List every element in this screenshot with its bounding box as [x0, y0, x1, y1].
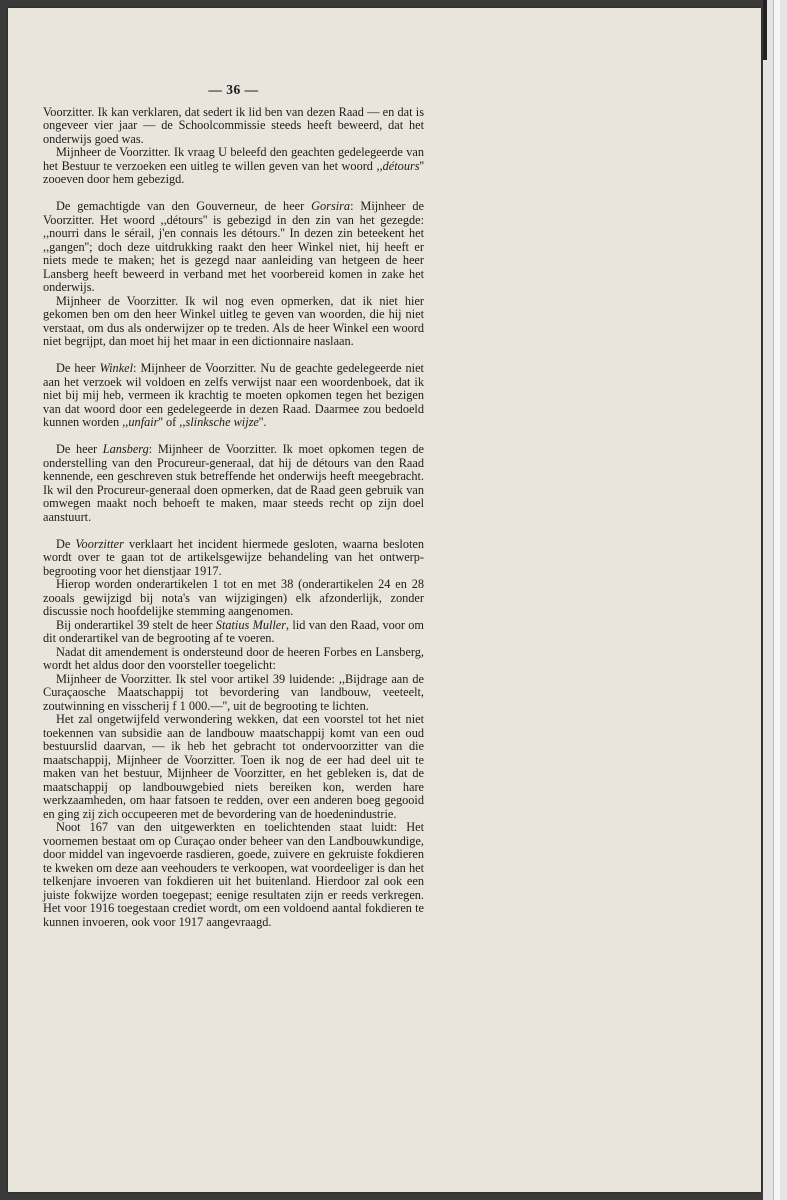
italic-text: Lansberg	[102, 442, 149, 456]
text-run: Bij onderartikel 39 stelt de heer	[56, 617, 216, 632]
paragraph-p12	[43, 713, 424, 821]
italic-text: slinksche wijze	[185, 415, 259, 429]
text-run: '' of ,,	[158, 415, 186, 429]
text-run: Voorzitter. Ik kan verklaren, dat sedert ik lid ben van dezen Raad — en dat is ongeveer vier jaar — de Schoolcommissie steeds heeft beweerd, dat het onderwijs goed was.	[43, 104, 424, 146]
text-run: Mijnheer de Voorzitter. Ik wil nog even opmerken, dat ik niet hier gekomen ben om den heer Winkel uitleg te geven van woorden, die hij niet verstaat, om dus als onderwijzer op te treden. Als de heer Winkel een woord niet begrijpt, dan moet hij het maar in een dictionnaire naslaan.	[43, 293, 424, 348]
paragraph-p7	[43, 538, 424, 579]
paragraph-p9	[43, 619, 424, 646]
text-run: , lid van den Raad, voor om dit onderartikel van de begrooting af te voeren.	[43, 617, 424, 645]
page-number: — 36 —	[208, 82, 259, 97]
scrollbar-thumb[interactable]	[773, 0, 780, 1200]
scan-edge	[763, 0, 767, 60]
text-run: '' zooeven door hem gebezigd.	[43, 158, 424, 186]
scrollbar-track[interactable]	[763, 0, 787, 1200]
paragraph-gap	[43, 430, 424, 444]
text-run: Mijnheer de Voorzitter. Ik vraag U beleefd den geachten gedelegeerde van het Bestuur te verzoeken een uitleg te willen geven van het woord ,,	[43, 145, 424, 173]
paragraph-p2	[43, 146, 424, 187]
italic-text: Voorzitter	[75, 536, 124, 551]
paragraph-gap	[43, 349, 424, 363]
text-run: De heer	[56, 442, 103, 456]
italic-text: Winkel	[99, 361, 134, 375]
text-run: : Mijnheer de Voorzitter. Nu de geachte gedelegeerde niet aan het verzoek wil voldoen en zelfs verwijst naar een woordenboek, dat ik niet bij mij heb, vermeen ik krachtig te moeten opkomen tegen het bezigen van dat woord door een gedelegeerde in dezen Raad. Daarmee zou bedoeld kunnen worden ,,	[43, 361, 424, 429]
paragraph-p1	[43, 106, 424, 147]
paragraph-p8	[43, 578, 424, 619]
text-run: Het zal ongetwijfeld verwondering wekken, dat een voorstel tot het niet toekennen van subsidie aan de landbouw maatschappij komt van een oud bestuurslid daarvan, — ik heb het gebracht tot ondervoorzitter van die maatschappij, Mijnheer de Voorzitter. Toen ik nog de eer had deel uit te maken van het bestuur, Mijnheer de Voorzitter, en het gebleken is, dat de maatschappij op landbouwgebied niets bereiken kon, werden hare werkzaamheden, om haar fatsoen te redden, over een anderen boeg gegooid en ging zij zich occupeeren met de bevordering van de hoedenindustrie.	[43, 712, 424, 821]
paragraph-p4	[43, 295, 424, 349]
text-run: De	[56, 536, 76, 551]
paragraph-p11	[43, 673, 424, 714]
text-run: ''.	[258, 415, 267, 429]
text-run: Mijnheer de Voorzitter. Ik stel voor artikel 39 luidende: ,,Bijdrage aan de Curaçaosche Maatschappij tot bevordering van landbouw, veeteelt, zoutwinning en visscherij f 1 000.—'', uit de begrooting te lichten.	[43, 671, 424, 713]
document-page	[8, 8, 761, 1192]
text-run: Nadat dit amendement is ondersteund door de heeren Forbes en Lansberg, wordt het aldus door den voorsteller toegelicht:	[43, 644, 424, 672]
paragraph-gap	[43, 524, 424, 538]
text-run: De heer	[56, 361, 100, 375]
text-run: : Mijnheer de Voorzitter. Ik moet opkomen tegen de onderstelling van den Procureur-generaal, dat hij de détours van den Raad kennende, een geschreven stuk betreffende het onderwijs heeft meegebracht. Ik wil den Procureur-generaal doen opmerken, dat de Raad geen gebruik van omwegen maakt noch behoeft te maken, maar steeds recht op zijn doel aanstuurt.	[43, 442, 424, 524]
italic-text: Statius Muller	[215, 617, 287, 632]
paragraph-gap	[43, 187, 424, 201]
italic-text: unfair	[128, 415, 159, 429]
body-text	[43, 106, 424, 930]
italic-text: Gorsira	[311, 199, 351, 213]
paragraph-p5	[43, 362, 424, 430]
text-run: Hierop worden onderartikelen 1 tot en met 38 (onderartikelen 24 en 28 zooals gewijzigd bij nota's van wijzigingen) elk afzonderlijk, zonder discussie noch hoofdelijke stemming aangenomen.	[43, 577, 424, 618]
paragraph-p6	[43, 443, 424, 524]
paragraph-p13	[43, 821, 424, 929]
text-run: : Mijnheer de Voorzitter. Het woord ,,détours'' is gebezigd in den zin van het gezegde: ,,nourri dans le sérail, j'en connais les détours.'' In dezen zin beteekent het ,,gangen''; doch deze uitdrukking raakt den heer Winkel niet, hij heeft er niets mede te maken; het is gezegd naar aanleiding van hetgeen de heer Lansberg heeft beweerd in verband met het voorbereid komen in zake het onderwijs.	[43, 199, 424, 294]
text-run: verklaart het incident hiermede gesloten, waarna besloten wordt over te gaan tot de artikelsgewijze behandeling van het ontwerp-begrooting voor het dienstjaar 1917.	[43, 536, 424, 578]
italic-text: détours	[382, 158, 420, 173]
text-run: De gemachtigde van den Gouverneur, de heer	[56, 199, 312, 213]
paragraph-p10	[43, 646, 424, 673]
page-content	[43, 83, 424, 929]
text-run: Noot 167 van den uitgewerkten en toelichtenden staat luidt: Het voornemen bestaat om op Curaçao onder beheer van den Landbouwkundige, door middel van ingevoerde rasdieren, goede, zuivere en gekruiste fokdieren te kweken om deze aan veehouders te verkoopen, wat voordeeliger is dan het telkenjare invoeren van fokdieren uit het buitenland. Hierdoor zal ook een juiste fokwijze worden toegepast; eenige resultaten zijn er reeds verkregen. Het voor 1916 toegestaan crediet wordt, om een voldoend aantal fokdieren te kunnen invoeren, ook voor 1917 aangevraagd.	[43, 820, 424, 929]
paragraph-p3	[43, 200, 424, 295]
